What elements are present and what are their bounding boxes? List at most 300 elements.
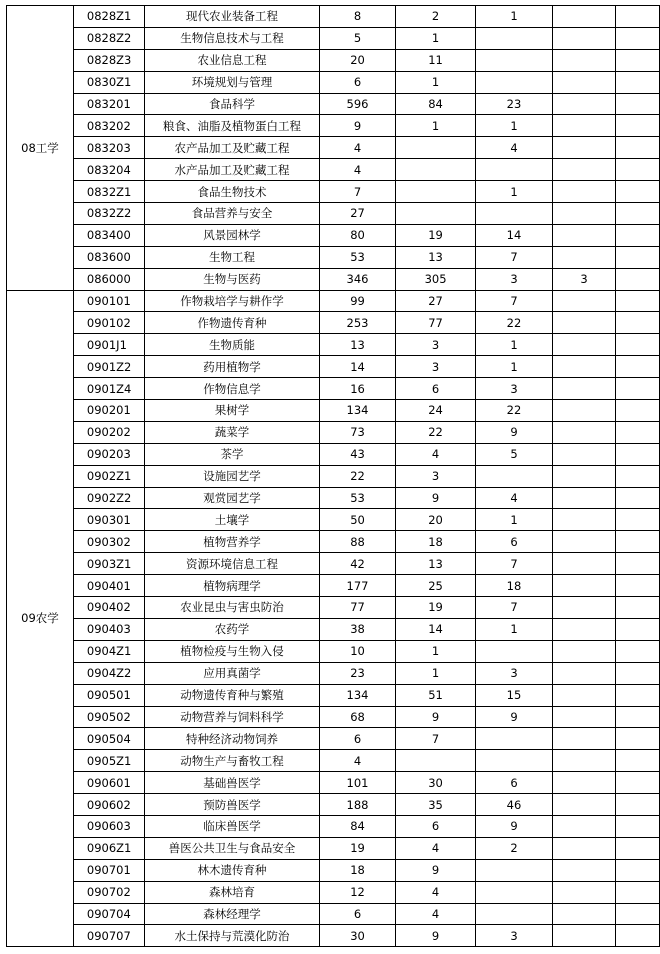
major-name-cell: 果树学 (145, 400, 320, 422)
value-cell-5 (616, 115, 660, 137)
value-cell-5 (616, 509, 660, 531)
value-cell-1: 13 (319, 334, 395, 356)
value-cell-4 (553, 881, 616, 903)
value-cell-2: 27 (396, 290, 476, 312)
major-code-cell: 090501 (73, 684, 144, 706)
value-cell-4 (553, 903, 616, 925)
value-cell-4 (553, 246, 616, 268)
value-cell-4 (553, 465, 616, 487)
value-cell-5 (616, 837, 660, 859)
value-cell-1: 4 (319, 750, 395, 772)
value-cell-4 (553, 421, 616, 443)
value-cell-1: 188 (319, 794, 395, 816)
value-cell-2: 1 (396, 115, 476, 137)
table-row (7, 881, 660, 903)
major-name-cell: 作物遗传育种 (145, 312, 320, 334)
value-cell-5 (616, 421, 660, 443)
value-cell-2: 4 (396, 443, 476, 465)
major-name-cell: 茶学 (145, 443, 320, 465)
table-row (7, 49, 660, 71)
value-cell-2: 84 (396, 93, 476, 115)
major-code-cell: 0830Z1 (73, 71, 144, 93)
value-cell-1: 5 (319, 27, 395, 49)
value-cell-5 (616, 356, 660, 378)
major-code-cell: 0828Z2 (73, 27, 144, 49)
value-cell-3: 3 (475, 925, 552, 947)
value-cell-1: 6 (319, 728, 395, 750)
value-cell-3: 9 (475, 815, 552, 837)
major-code-cell: 0828Z3 (73, 49, 144, 71)
major-code-cell: 083400 (73, 224, 144, 246)
major-name-cell: 生物工程 (145, 246, 320, 268)
value-cell-5 (616, 706, 660, 728)
value-cell-4 (553, 794, 616, 816)
value-cell-5 (616, 575, 660, 597)
value-cell-3 (475, 750, 552, 772)
major-name-cell: 水产品加工及贮藏工程 (145, 159, 320, 181)
major-name-cell: 食品生物技术 (145, 181, 320, 203)
major-code-cell: 090203 (73, 443, 144, 465)
value-cell-5 (616, 71, 660, 93)
value-cell-5 (616, 93, 660, 115)
value-cell-3: 23 (475, 93, 552, 115)
major-code-cell: 090707 (73, 925, 144, 947)
value-cell-2: 9 (396, 925, 476, 947)
value-cell-5 (616, 640, 660, 662)
value-cell-2: 3 (396, 356, 476, 378)
value-cell-5 (616, 465, 660, 487)
value-cell-1: 23 (319, 662, 395, 684)
table-row (7, 224, 660, 246)
table-row (7, 159, 660, 181)
major-code-cell: 0906Z1 (73, 837, 144, 859)
value-cell-4 (553, 618, 616, 640)
value-cell-5 (616, 290, 660, 312)
value-cell-3 (475, 903, 552, 925)
major-name-cell: 水土保持与荒漠化防治 (145, 925, 320, 947)
major-code-cell: 090301 (73, 509, 144, 531)
value-cell-4 (553, 662, 616, 684)
value-cell-2: 25 (396, 575, 476, 597)
major-name-cell: 临床兽医学 (145, 815, 320, 837)
major-name-cell: 森林经理学 (145, 903, 320, 925)
value-cell-3: 15 (475, 684, 552, 706)
major-code-cell: 0904Z1 (73, 640, 144, 662)
value-cell-2: 14 (396, 618, 476, 640)
table-row (7, 684, 660, 706)
major-name-cell: 动物生产与畜牧工程 (145, 750, 320, 772)
value-cell-2: 77 (396, 312, 476, 334)
value-cell-1: 73 (319, 421, 395, 443)
value-cell-3: 7 (475, 246, 552, 268)
value-cell-5 (616, 684, 660, 706)
value-cell-1: 88 (319, 531, 395, 553)
major-name-cell: 动物遗传育种与繁殖 (145, 684, 320, 706)
value-cell-4: 3 (553, 268, 616, 290)
major-name-cell: 生物信息技术与工程 (145, 27, 320, 49)
major-code-cell: 0901J1 (73, 334, 144, 356)
value-cell-4 (553, 203, 616, 225)
value-cell-4 (553, 312, 616, 334)
table-row (7, 334, 660, 356)
value-cell-3: 1 (475, 115, 552, 137)
value-cell-1: 8 (319, 6, 395, 28)
value-cell-4 (553, 400, 616, 422)
table-row (7, 706, 660, 728)
value-cell-2 (396, 181, 476, 203)
table-row (7, 815, 660, 837)
major-code-cell: 0901Z4 (73, 378, 144, 400)
value-cell-4 (553, 356, 616, 378)
value-cell-5 (616, 246, 660, 268)
value-cell-3: 18 (475, 575, 552, 597)
value-cell-5 (616, 728, 660, 750)
major-code-cell: 0832Z2 (73, 203, 144, 225)
value-cell-1: 596 (319, 93, 395, 115)
value-cell-3: 5 (475, 443, 552, 465)
major-code-cell: 0905Z1 (73, 750, 144, 772)
value-cell-1: 77 (319, 597, 395, 619)
major-name-cell: 特种经济动物饲养 (145, 728, 320, 750)
major-code-cell: 090601 (73, 772, 144, 794)
value-cell-4 (553, 6, 616, 28)
value-cell-2: 6 (396, 378, 476, 400)
value-cell-4 (553, 837, 616, 859)
table-row (7, 859, 660, 881)
major-name-cell: 资源环境信息工程 (145, 553, 320, 575)
value-cell-3: 7 (475, 553, 552, 575)
value-cell-4 (553, 728, 616, 750)
table-row (7, 618, 660, 640)
value-cell-2 (396, 159, 476, 181)
major-code-cell: 083600 (73, 246, 144, 268)
table-row (7, 181, 660, 203)
major-code-cell: 086000 (73, 268, 144, 290)
value-cell-2: 4 (396, 837, 476, 859)
value-cell-3: 1 (475, 356, 552, 378)
value-cell-3: 4 (475, 137, 552, 159)
value-cell-1: 101 (319, 772, 395, 794)
value-cell-2: 19 (396, 224, 476, 246)
value-cell-4 (553, 93, 616, 115)
value-cell-5 (616, 750, 660, 772)
value-cell-3 (475, 49, 552, 71)
value-cell-1: 68 (319, 706, 395, 728)
value-cell-4 (553, 49, 616, 71)
value-cell-2: 9 (396, 706, 476, 728)
value-cell-1: 22 (319, 465, 395, 487)
table-row (7, 640, 660, 662)
major-code-cell: 0828Z1 (73, 6, 144, 28)
major-code-cell: 090101 (73, 290, 144, 312)
value-cell-2: 51 (396, 684, 476, 706)
value-cell-5 (616, 925, 660, 947)
value-cell-1: 99 (319, 290, 395, 312)
value-cell-3 (475, 728, 552, 750)
value-cell-5 (616, 443, 660, 465)
table-body (7, 6, 660, 947)
value-cell-2: 7 (396, 728, 476, 750)
major-name-cell: 蔬菜学 (145, 421, 320, 443)
value-cell-4 (553, 684, 616, 706)
value-cell-3: 7 (475, 290, 552, 312)
major-code-cell: 090704 (73, 903, 144, 925)
value-cell-2: 1 (396, 640, 476, 662)
major-name-cell: 生物质能 (145, 334, 320, 356)
value-cell-3: 3 (475, 662, 552, 684)
table-row (7, 597, 660, 619)
major-name-cell: 森林培育 (145, 881, 320, 903)
value-cell-3 (475, 859, 552, 881)
value-cell-4 (553, 487, 616, 509)
value-cell-5 (616, 531, 660, 553)
major-code-cell: 090102 (73, 312, 144, 334)
value-cell-3: 14 (475, 224, 552, 246)
value-cell-2: 30 (396, 772, 476, 794)
table-row (7, 400, 660, 422)
value-cell-3: 3 (475, 378, 552, 400)
value-cell-2: 24 (396, 400, 476, 422)
major-code-cell: 090603 (73, 815, 144, 837)
major-name-cell: 基础兽医学 (145, 772, 320, 794)
value-cell-5 (616, 597, 660, 619)
major-code-cell: 083202 (73, 115, 144, 137)
value-cell-1: 42 (319, 553, 395, 575)
value-cell-4 (553, 443, 616, 465)
major-code-cell: 0832Z1 (73, 181, 144, 203)
value-cell-3: 22 (475, 312, 552, 334)
table-row (7, 356, 660, 378)
value-cell-5 (616, 27, 660, 49)
table-row (7, 268, 660, 290)
value-cell-2: 4 (396, 881, 476, 903)
value-cell-5 (616, 618, 660, 640)
table-row (7, 728, 660, 750)
major-name-cell: 应用真菌学 (145, 662, 320, 684)
major-name-cell: 农药学 (145, 618, 320, 640)
value-cell-2: 22 (396, 421, 476, 443)
value-cell-5 (616, 378, 660, 400)
major-code-cell: 0902Z1 (73, 465, 144, 487)
major-code-cell: 090302 (73, 531, 144, 553)
value-cell-1: 84 (319, 815, 395, 837)
value-cell-2: 2 (396, 6, 476, 28)
table-row (7, 794, 660, 816)
value-cell-5 (616, 794, 660, 816)
value-cell-2 (396, 203, 476, 225)
major-code-cell: 090202 (73, 421, 144, 443)
value-cell-3: 7 (475, 597, 552, 619)
table-row (7, 509, 660, 531)
table-row (7, 772, 660, 794)
value-cell-3: 1 (475, 334, 552, 356)
table-row (7, 137, 660, 159)
value-cell-1: 19 (319, 837, 395, 859)
value-cell-3: 1 (475, 509, 552, 531)
value-cell-4 (553, 27, 616, 49)
table-row (7, 575, 660, 597)
value-cell-4 (553, 290, 616, 312)
value-cell-2: 9 (396, 487, 476, 509)
value-cell-3: 3 (475, 268, 552, 290)
value-cell-4 (553, 531, 616, 553)
major-name-cell: 兽医公共卫生与食品安全 (145, 837, 320, 859)
value-cell-2: 1 (396, 662, 476, 684)
major-code-cell: 0904Z2 (73, 662, 144, 684)
value-cell-5 (616, 400, 660, 422)
value-cell-3 (475, 465, 552, 487)
major-code-cell: 0901Z2 (73, 356, 144, 378)
major-name-cell: 植物营养学 (145, 531, 320, 553)
value-cell-4 (553, 597, 616, 619)
major-code-cell: 090504 (73, 728, 144, 750)
value-cell-3: 1 (475, 618, 552, 640)
table-row (7, 487, 660, 509)
value-cell-3: 4 (475, 487, 552, 509)
major-name-cell: 植物检疫与生物入侵 (145, 640, 320, 662)
value-cell-1: 30 (319, 925, 395, 947)
table-row (7, 71, 660, 93)
value-cell-4 (553, 509, 616, 531)
major-name-cell: 作物栽培学与耕作学 (145, 290, 320, 312)
value-cell-1: 134 (319, 400, 395, 422)
value-cell-5 (616, 49, 660, 71)
value-cell-1: 9 (319, 115, 395, 137)
value-cell-4 (553, 706, 616, 728)
value-cell-1: 4 (319, 137, 395, 159)
value-cell-1: 53 (319, 487, 395, 509)
value-cell-1: 253 (319, 312, 395, 334)
major-name-cell: 环境规划与管理 (145, 71, 320, 93)
value-cell-5 (616, 268, 660, 290)
major-code-cell: 083201 (73, 93, 144, 115)
value-cell-3 (475, 640, 552, 662)
major-name-cell: 土壤学 (145, 509, 320, 531)
table-row (7, 750, 660, 772)
major-name-cell: 作物信息学 (145, 378, 320, 400)
value-cell-5 (616, 662, 660, 684)
major-name-cell: 风景园林学 (145, 224, 320, 246)
value-cell-4 (553, 115, 616, 137)
value-cell-1: 14 (319, 356, 395, 378)
major-code-cell: 090403 (73, 618, 144, 640)
value-cell-3: 6 (475, 772, 552, 794)
value-cell-1: 7 (319, 181, 395, 203)
discipline-group-label: 08工学 (7, 6, 74, 291)
value-cell-1: 20 (319, 49, 395, 71)
value-cell-4 (553, 772, 616, 794)
value-cell-5 (616, 6, 660, 28)
value-cell-1: 6 (319, 71, 395, 93)
value-cell-1: 43 (319, 443, 395, 465)
value-cell-4 (553, 159, 616, 181)
table-row (7, 93, 660, 115)
value-cell-5 (616, 553, 660, 575)
value-cell-5 (616, 137, 660, 159)
value-cell-4 (553, 181, 616, 203)
value-cell-4 (553, 137, 616, 159)
value-cell-4 (553, 750, 616, 772)
value-cell-4 (553, 859, 616, 881)
major-code-cell: 090402 (73, 597, 144, 619)
table-row (7, 27, 660, 49)
value-cell-5 (616, 815, 660, 837)
value-cell-3: 46 (475, 794, 552, 816)
value-cell-5 (616, 334, 660, 356)
value-cell-4 (553, 575, 616, 597)
value-cell-5 (616, 203, 660, 225)
value-cell-5 (616, 312, 660, 334)
major-name-cell: 植物病理学 (145, 575, 320, 597)
major-name-cell: 生物与医药 (145, 268, 320, 290)
value-cell-2: 35 (396, 794, 476, 816)
enrollment-table (6, 5, 660, 947)
major-name-cell: 林木遗传育种 (145, 859, 320, 881)
value-cell-2 (396, 137, 476, 159)
value-cell-4 (553, 378, 616, 400)
table-row (7, 290, 660, 312)
major-name-cell: 动物营养与饲料科学 (145, 706, 320, 728)
value-cell-1: 38 (319, 618, 395, 640)
value-cell-3 (475, 27, 552, 49)
major-code-cell: 0903Z1 (73, 553, 144, 575)
table-row (7, 115, 660, 137)
value-cell-2: 13 (396, 553, 476, 575)
major-code-cell: 083204 (73, 159, 144, 181)
discipline-group-label: 09农学 (7, 290, 74, 947)
value-cell-5 (616, 224, 660, 246)
value-cell-5 (616, 181, 660, 203)
value-cell-2: 3 (396, 334, 476, 356)
major-code-cell: 0902Z2 (73, 487, 144, 509)
major-name-cell: 现代农业装备工程 (145, 6, 320, 28)
value-cell-4 (553, 815, 616, 837)
value-cell-5 (616, 859, 660, 881)
value-cell-3: 9 (475, 421, 552, 443)
major-name-cell: 粮食、油脂及植物蛋白工程 (145, 115, 320, 137)
table-row (7, 531, 660, 553)
table-row (7, 421, 660, 443)
value-cell-2: 9 (396, 859, 476, 881)
value-cell-5 (616, 159, 660, 181)
value-cell-5 (616, 487, 660, 509)
table-row (7, 378, 660, 400)
table-row (7, 837, 660, 859)
table-row (7, 443, 660, 465)
value-cell-4 (553, 71, 616, 93)
value-cell-3: 6 (475, 531, 552, 553)
value-cell-5 (616, 903, 660, 925)
value-cell-5 (616, 881, 660, 903)
value-cell-5 (616, 772, 660, 794)
value-cell-3: 9 (475, 706, 552, 728)
value-cell-3 (475, 203, 552, 225)
major-name-cell: 观赏园艺学 (145, 487, 320, 509)
value-cell-4 (553, 224, 616, 246)
value-cell-1: 4 (319, 159, 395, 181)
table-row (7, 203, 660, 225)
major-name-cell: 设施园艺学 (145, 465, 320, 487)
value-cell-2 (396, 750, 476, 772)
table-row (7, 925, 660, 947)
value-cell-3: 1 (475, 6, 552, 28)
table-row (7, 6, 660, 28)
value-cell-4 (553, 553, 616, 575)
major-name-cell: 药用植物学 (145, 356, 320, 378)
table-row (7, 246, 660, 268)
value-cell-1: 177 (319, 575, 395, 597)
value-cell-2: 18 (396, 531, 476, 553)
